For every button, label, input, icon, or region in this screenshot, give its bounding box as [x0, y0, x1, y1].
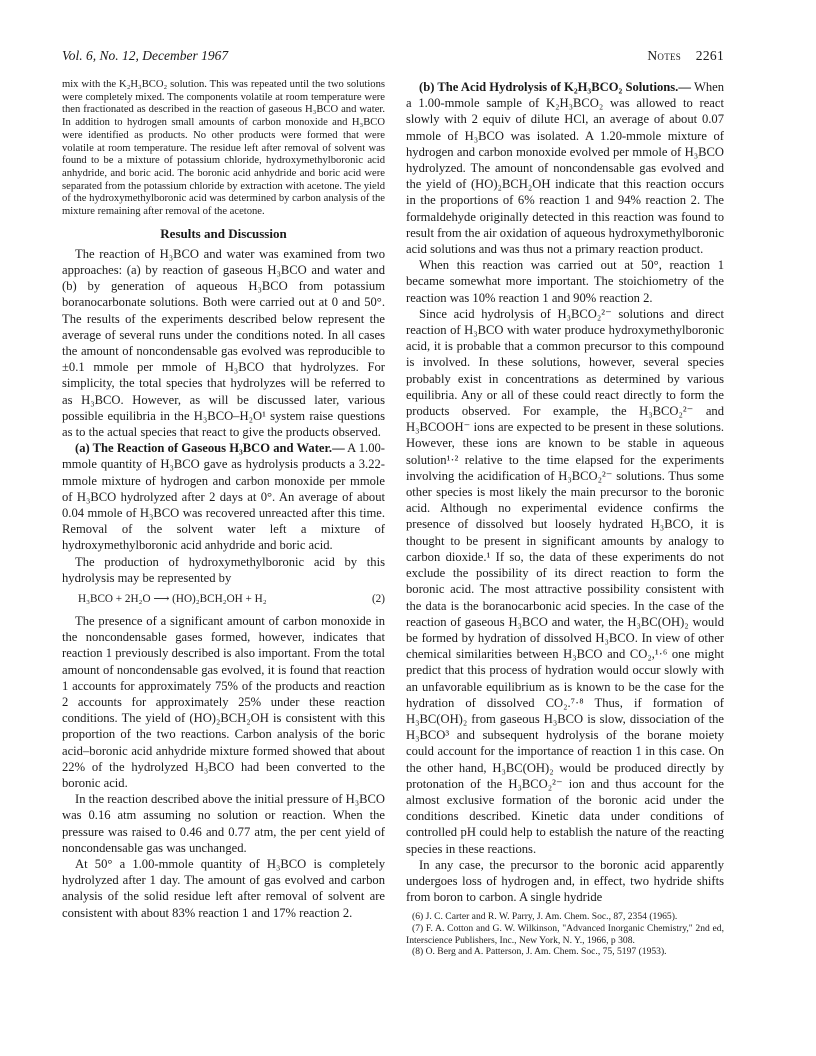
left-column: [62, 79, 385, 921]
running-header-section: Notes: [647, 48, 682, 63]
subsection-a-paragraph: [62, 440, 385, 553]
subsection-b-text: When a 1.00-mmole sample of K₂H₃BCO₂ was allowed to react slowly with 2 equiv of dilute HCl, an average of about 0.07 mmole of H₃BCO was isolated. A 1.20-mmole mixture of hydrogen and carbon monoxide evolved per mmole of H₃BCO hydrolyzed. The amount of noncondensable gas evolved and the yield of (HO)₂BCH₂OH indicate that this reaction occurs in the proportions of 6% reaction 1 and 94% reaction 2. The formaldehyde originally detected in this reaction was found to result from the air oxidation of aqueous hydroxymethylboronic acid solutions and was thus not a primary reaction product.: [406, 80, 725, 257]
results-paragraph-intro: The reaction of H₃BCO and water was examined from two approaches: (a) by reaction of gaseous H₃BCO and water and (b) by generation of aqueous H₃BCO from potassium boranocarbonate solutions. Both were carried out at 0 and 50°. The results of the experiments described below represent the average of several runs under the conditions noted. In all cases the amount of noncondensable gas evolved was reproducible to ±0.1 mmole per mmole of H₃BCO that hydrolyzes. For simplicity, the total species that hydrolyzes will be referred to as H₃BCO. However, as will be discussed later, various possible equilibria in the H₃BCO–H₂O¹ system raise questions as to the actual species that react to give the products observed.: [62, 246, 385, 439]
subsection-a-heading: (a) The Reaction of Gaseous H₃BCO and Water.—: [75, 441, 345, 456]
right-column: [406, 79, 724, 958]
fifty-degree-paragraph: At 50° a 1.00-mmole quantity of H₃BCO is completely hydrolyzed after 1 day. The amount of gas evolved and carbon analysis of the solid residue left after removal of solvent are consistent with about 83% reaction 1 and 17% reaction 2.: [62, 857, 385, 920]
page-number: 2261: [695, 48, 724, 63]
subsection-b-heading: (b) The Acid Hydrolysis of K₂H₃BCO₂ Solutions.—: [419, 80, 691, 94]
discussion-paragraph: Since acid hydrolysis of H₃BCO₂²⁻ solutions and direct reaction of H₃BCO with water produce hydroxymethylboronic acid, it is probable that a common precursor to this compound is involved. In these solutions, however, several species probably exist in concentrations as determined by various equilibria. Any or all of these could react directly to form the products observed. For example, the H₃BCO₂²⁻ and H₃BCOOH⁻ ions are expected to be present in these solutions. However, these ions are known to be stable in aqueous solution¹·² relative to the time elapsed for the experiments involving the acidification of H₃BCO₂²⁻ solutions. Thus some other species is most likely the main precursor to the boronic acid. Although no experimental evidence confirms the presence of dissolved but loosely hydrated H₃BCO, it is thought to be present in significant amounts by analogy to carbon dioxide.¹ If so, the data of these experiments do not exclude the possibility of its direct reaction to form the boronic acid. The most attractive possibility consistent with the data is the boranocarbonic acid species. In the case of the reaction of gaseous H₃BCO and water, the H₃BC(OH)₂ would be formed by hydration of dissolved H₃BCO. In view of other chemical similarities between H₃BCO and CO₂,¹·⁶ one might predict that this process of hydration would occur slowly with an unfavorable equilibrium as is known to be the case for the hydration of dissolved CO₂.⁷·⁸ Thus, if formation of H₃BC(OH)₂ from gaseous H₃BCO is slow, dissociation of the H₃BCO³ and subsequent hydrolysis of the borane moiety could account for the importance of reaction 1 in this case. On the other hand, H₃BC(OH)₂ would be produced directly by protonation of the H₃BCO₂²⁻ ion and thus account for the almost exclusive formation of the boronic acid under the conditions described. Kinetic data under conditions of controlled pH could help to establish the nature of the reacting species in these reactions.: [406, 306, 724, 856]
experimental-paragraph: mix with the K₂H₃BCO₂ solution. This was repeated until the two solutions were completely mixed. The components volatile at room temperature were then fractionated as described in the reaction of gaseous H₃BCO and water. In addition to hydrogen small amounts of carbon monoxide and H₃BCO were identified as products. No other products were formed that were volatile at room temperature. The residue left after removal of solvent was found to be a mixture of potassium chloride, hydroxymethylboronic acid anhydride, and boric acid. The boronic acid anhydride and boric acid were separated from the potassium chloride by extraction with acetone. The yield of the hydroxymethylboronic acid was determined by carbon analysis of the mixture remaining after removal of the acetone.: [62, 79, 385, 218]
equation-number: (2): [371, 592, 385, 605]
footnote-6: (6) J. C. Carter and R. W. Parry, J. Am. Chem. Soc., 87, 2354 (1965).: [412, 911, 678, 923]
any-case-paragraph: In any case, the precursor to the boronic acid apparently undergoes loss of hydrogen and, in effect, two hydride shifts from boron to carbon. A single hydride: [406, 857, 724, 905]
subsection-a-text: A 1.00-mmole quantity of H₃BCO gave as hydrolysis products a 3.22-mmole mixture of hydrogen and carbon monoxide per mmole of H₃BCO hydrolyzed after 2 days at 0°. An average of about 0.04 mmole of H₃BCO was recovered unreacted after this time. Removal of the solvent water left a mixture of hydroxymethylboronic acid anhydride and boric acid.: [62, 441, 385, 553]
results-heading: Results and Discussion: [160, 225, 287, 241]
presence-paragraph: The presence of a significant amount of carbon monoxide in the noncondensable gases formed, however, indicates that reaction 1 previously described is also important. From the total amount of noncondensable gas evolved, it is found that reaction 1 accounts for approximately 75% of the products and reaction 2 accounts for approximately 25% under these reaction conditions. The yield of (HO)₂BCH₂OH is consistent with this proportion of the two reactions. Carbon analysis of the boric acid–boronic acid anhydride mixture formed showed that about 22% of the hydrolyzed H₃BCO had been converted to the boronic acid.: [62, 614, 385, 791]
fifty-degree-b-paragraph: When this reaction was carried out at 50°, reaction 1 became somewhat more important. The stoichiometry of the reaction was 10% reaction 1 and 90% reaction 2.: [406, 258, 724, 305]
footnotes: [406, 911, 724, 957]
footnote-7: (7) F. A. Cotton and G. W. Wilkinson, "Advanced Inorganic Chemistry," 2nd ed, Interscience Publishers, Inc., New York, N. Y., 1966, p 308.: [406, 922, 724, 946]
equation-text: H₃BCO + 2H₂O ⟶ (HO)₂BCH₂OH + H₂: [78, 593, 267, 605]
subsection-b-paragraph: [406, 79, 724, 257]
footnote-8: (8) O. Berg and A. Patterson, J. Am. Chem. Soc., 75, 5197 (1953).: [412, 946, 667, 958]
equation-2: [62, 592, 385, 605]
pressure-paragraph: In the reaction described above the initial pressure of H₃BCO was 0.16 atm assuming no solution or reaction. When the pressure was raised to 0.46 and 0.77 atm, the per cent yield of noncondensable gas was unchanged.: [62, 792, 385, 855]
running-header-right: [647, 48, 724, 64]
production-paragraph: The production of hydroxymethylboronic acid by this hydrolysis may be represented by: [62, 554, 385, 585]
running-header-journal: Vol. 6, No. 12, December 1967: [62, 48, 229, 63]
